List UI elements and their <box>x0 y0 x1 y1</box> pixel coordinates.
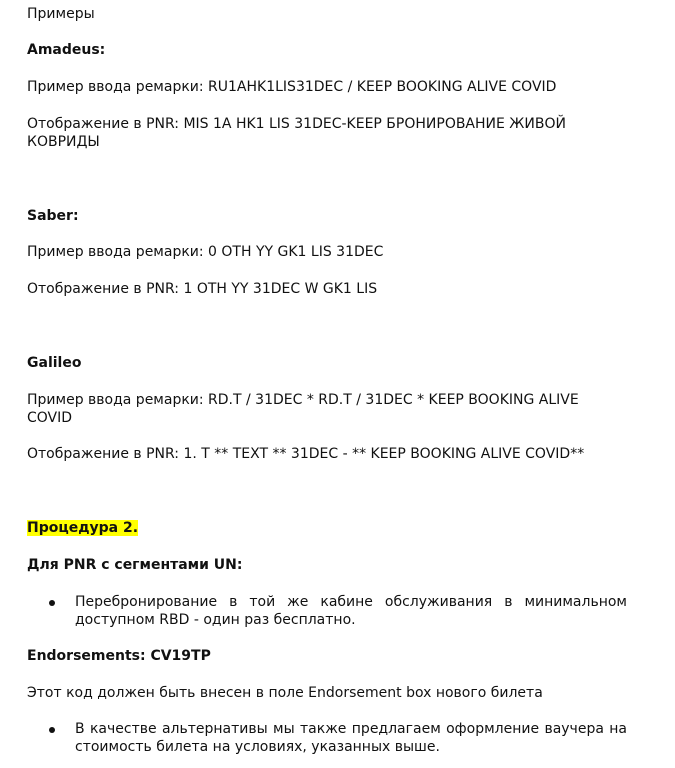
sabre-title: Saber: <box>27 208 79 224</box>
bullet-dot-2 <box>49 727 55 733</box>
galileo-input-example-line1: Пример ввода ремарки: RD.T / 31DEC * RD.T / 31DEC * KEEP BOOKING ALIVE <box>27 392 579 408</box>
section-heading-examples: Примеры <box>27 6 95 22</box>
galileo-pnr-display: Отображение в PNR: 1. T ** TEXT ** 31DEC - ** KEEP BOOKING ALIVE COVID** <box>27 446 585 462</box>
bullet-dot-1 <box>49 600 55 606</box>
procedure-title-wrapper <box>27 519 627 537</box>
galileo-input-example-line2: COVID <box>27 410 73 426</box>
procedure-title: Процедура 2. <box>27 520 139 536</box>
amadeus-pnr-display-line1: Отображение в PNR: MIS 1A HK1 LIS 31DEC-KEEP БРОНИРОВАНИЕ ЖИВОЙ <box>27 116 566 132</box>
bullet-item-rebooking: Перебронирование в той же кабине обслуживания в минимальном доступном RBD - один раз бесплатно. <box>75 594 627 628</box>
bullet-item-voucher: В качестве альтернативы мы также предлагаем оформление ваучера на стоимость билета на условиях, указанных выше. <box>75 721 627 755</box>
sabre-pnr-display: Отображение в PNR: 1 OTH YY 31DEC W GK1 LIS <box>27 281 378 297</box>
galileo-title: Galileo <box>27 355 82 371</box>
amadeus-pnr-display-line2: КОВРИДЫ <box>27 134 100 150</box>
procedure-subtitle: Для PNR с сегментами UN: <box>27 557 243 573</box>
endorsements-title: Endorsements: CV19TP <box>27 648 211 664</box>
amadeus-input-example: Пример ввода ремарки: RU1AHK1LIS31DEC / KEEP BOOKING ALIVE COVID <box>27 79 557 95</box>
sabre-input-example: Пример ввода ремарки: 0 OTH YY GK1 LIS 31DEC <box>27 244 384 260</box>
endorsement-note: Этот код должен быть внесен в поле Endorsement box нового билета <box>27 685 543 701</box>
amadeus-title: Amadeus: <box>27 42 106 58</box>
